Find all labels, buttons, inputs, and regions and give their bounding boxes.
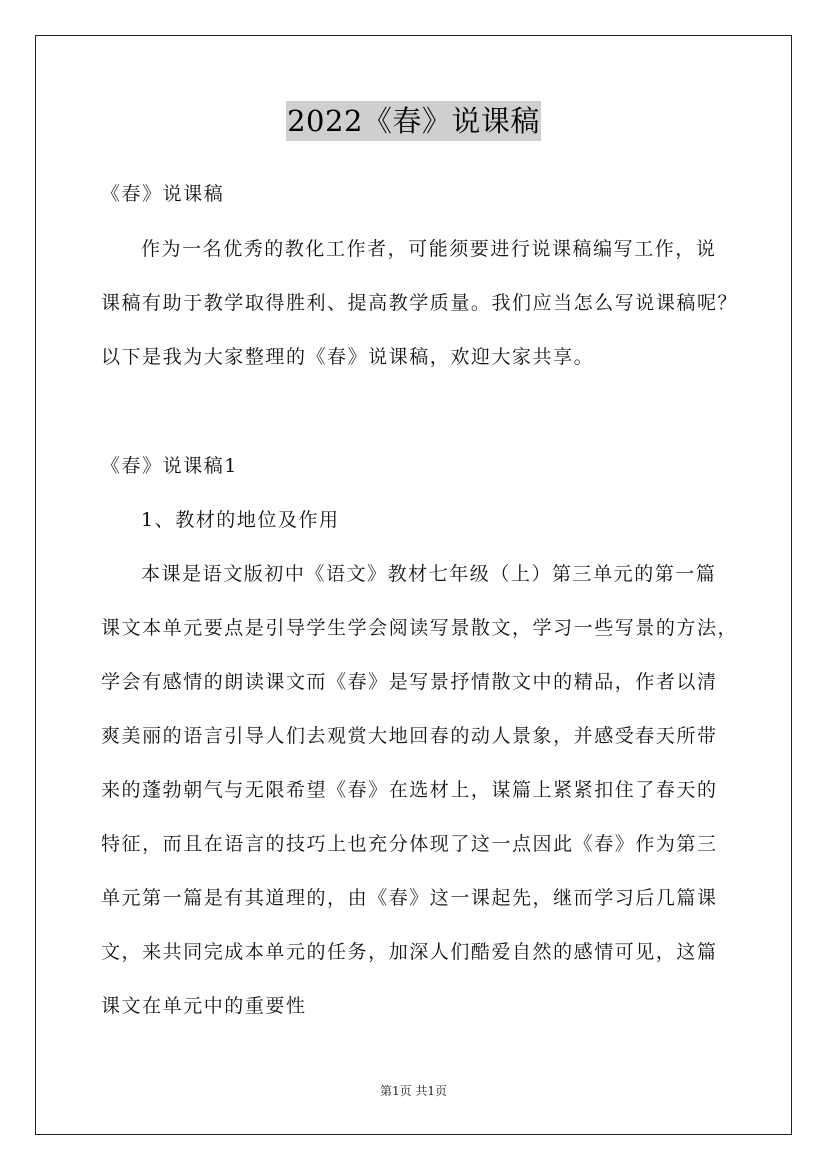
paragraph-line: 课文在单元中的重要性 [101, 995, 307, 1017]
paragraph-line: 课稿有助于教学取得胜利、提高教学质量。我们应当怎么写说课稿呢？ [101, 292, 739, 314]
paragraph-line: 爽美丽的语言引导人们去观赏大地回春的动人景象，并感受春天所带 [101, 725, 718, 747]
paragraph-line: 作为一名优秀的教化工作者，可能须要进行说课稿编写工作，说 [141, 238, 717, 260]
subtitle-line: 《春》说课稿 [101, 183, 225, 205]
page-footer: 第1页 共1页 [379, 1084, 448, 1098]
title-container [0, 101, 827, 141]
paragraph-line: 学会有感情的朗读课文而《春》是写景抒情散文中的精品，作者以清 [101, 671, 718, 693]
paragraph-line: 课文本单元要点是引导学生学会阅读写景散文，学习一些写景的方法， [101, 617, 739, 639]
subsection-heading: 1、教材的地位及作用 [141, 509, 340, 531]
paragraph-line: 来的蓬勃朝气与无限希望《春》在选材上，谋篇上紧紧扣住了春天的 [101, 779, 718, 801]
paragraph-line: 特征，而且在语言的技巧上也充分体现了这一点因此《春》作为第三 [101, 833, 718, 855]
section-heading: 《春》说课稿1 [101, 455, 238, 477]
paragraph-line: 本课是语文版初中《语文》教材七年级（上）第三单元的第一篇 [141, 563, 717, 585]
paragraph-line: 单元第一篇是有其道理的，由《春》这一课起先，继而学习后几篇课 [101, 887, 718, 909]
paragraph-line: 以下是我为大家整理的《春》说课稿，欢迎大家共享。 [101, 346, 595, 368]
document-title: 2022《春》说课稿 [286, 101, 541, 141]
paragraph-line: 文，来共同完成本单元的任务，加深人们酷爱自然的感情可见，这篇 [101, 941, 718, 963]
